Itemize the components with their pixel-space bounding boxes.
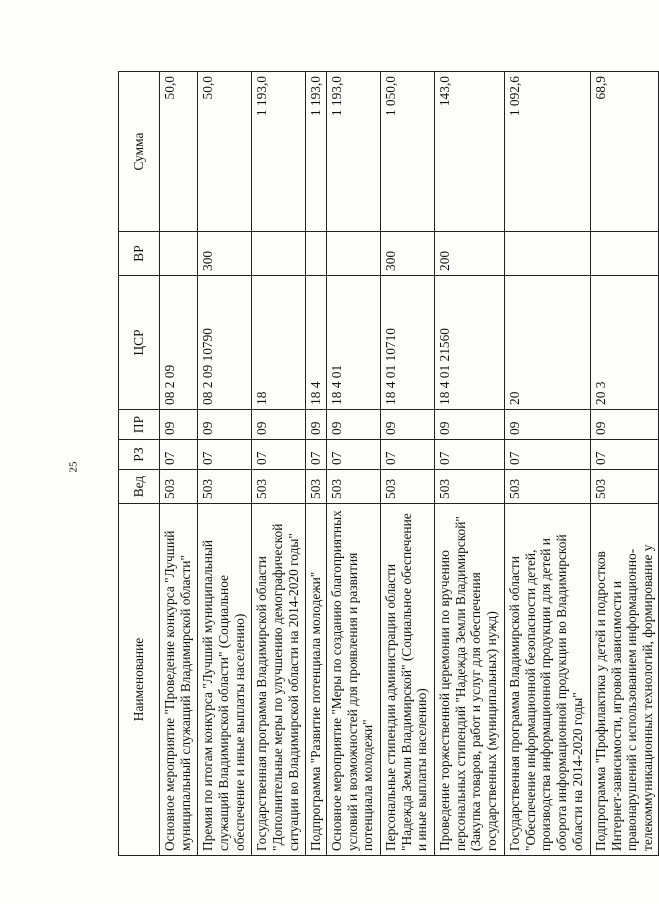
- cell-vr: [326, 232, 380, 276]
- cell-vr: 200: [434, 232, 504, 276]
- cell-sum: 143,0: [434, 72, 504, 232]
- cell-name: Подпрограмма "Профилактика у детей и подростков Интернет-зависимости, игровой зависимости и правонарушений с использованием информационно-телекоммуникационных технологий, формирование у: [590, 504, 658, 856]
- cell-csr: 08 2 09 10790: [198, 276, 252, 410]
- cell-name: Подпрограмма "Развитие потенциала молодежи": [306, 504, 327, 856]
- cell-csr: 18 4 01 10710: [380, 276, 434, 410]
- cell-vr: [504, 232, 590, 276]
- cell-sum: 1 193,0: [252, 72, 306, 232]
- cell-ved: 503: [504, 470, 590, 504]
- cell-rz: 07: [380, 440, 434, 470]
- cell-rz: 07: [160, 440, 198, 470]
- table-row: [198, 72, 252, 856]
- cell-sum: 1 193,0: [326, 72, 380, 232]
- cell-rz: 07: [434, 440, 504, 470]
- table-row: [326, 72, 380, 856]
- cell-pr: 09: [160, 410, 198, 440]
- table-rotated-wrapper: [118, 72, 656, 856]
- header-vr: ВР: [119, 232, 160, 276]
- cell-csr: 18: [252, 276, 306, 410]
- table-row: [252, 72, 306, 856]
- cell-sum: 1 193,0: [306, 72, 327, 232]
- cell-pr: 09: [198, 410, 252, 440]
- table-header-row: [119, 72, 160, 856]
- cell-ved: 503: [160, 470, 198, 504]
- cell-ved: 503: [198, 470, 252, 504]
- header-sum: Сумма: [119, 72, 160, 232]
- cell-vr: 300: [198, 232, 252, 276]
- cell-vr: [252, 232, 306, 276]
- table-row: [160, 72, 198, 856]
- page-number: 25: [67, 461, 80, 473]
- cell-sum: 50,0: [160, 72, 198, 232]
- cell-name: Государственная программа Владимирской области "Дополнительные меры по улучшению демографической ситуации во Владимирской области на 2014-2020 годы": [252, 504, 306, 856]
- cell-csr: 08 2 09: [160, 276, 198, 410]
- cell-ved: 503: [326, 470, 380, 504]
- header-name: Наименование: [119, 504, 160, 856]
- table-row: [504, 72, 590, 856]
- cell-vr: [160, 232, 198, 276]
- cell-name: Государственная программа Владимирской области "Обеспечение информационной безопасности детей, производства информационной продукции для детей и оборота информационной продукции во Владимирской области на 2014-2020 годы": [504, 504, 590, 856]
- cell-name: Персональные стипендии администрации области "Надежда Земли Владимирской" (Социальное обеспечение и иные выплаты населению): [380, 504, 434, 856]
- cell-sum: 1 092,6: [504, 72, 590, 232]
- cell-ved: 503: [590, 470, 658, 504]
- cell-csr: 20: [504, 276, 590, 410]
- cell-csr: 20 3: [590, 276, 658, 410]
- cell-name: Основное мероприятие "Проведение конкурса "Лучший муниципальный служащий Владимирской области": [160, 504, 198, 856]
- table-row: [434, 72, 504, 856]
- cell-ved: 503: [434, 470, 504, 504]
- cell-pr: 09: [306, 410, 327, 440]
- cell-rz: 07: [252, 440, 306, 470]
- cell-rz: 07: [198, 440, 252, 470]
- cell-csr: 18 4 01: [326, 276, 380, 410]
- cell-rz: 07: [306, 440, 327, 470]
- cell-name: Премия по итогам конкурса "Лучший муниципальный служащий Владимирской области" (Социальное обеспечение и иные выплаты населению): [198, 504, 252, 856]
- cell-csr: 18 4: [306, 276, 327, 410]
- cell-ved: 503: [306, 470, 327, 504]
- table-row: [380, 72, 434, 856]
- cell-vr: 300: [380, 232, 434, 276]
- cell-sum: 1 050,0: [380, 72, 434, 232]
- cell-csr: 18 4 01 21560: [434, 276, 504, 410]
- budget-table: [118, 71, 659, 856]
- header-ved: Вед: [119, 470, 160, 504]
- header-rz: РЗ: [119, 440, 160, 470]
- cell-rz: 07: [590, 440, 658, 470]
- header-pr: ПР: [119, 410, 160, 440]
- cell-pr: 09: [326, 410, 380, 440]
- cell-ved: 503: [380, 470, 434, 504]
- cell-ved: 503: [252, 470, 306, 504]
- header-csr: ЦСР: [119, 276, 160, 410]
- cell-sum: 50,0: [198, 72, 252, 232]
- cell-pr: 09: [590, 410, 658, 440]
- cell-pr: 09: [434, 410, 504, 440]
- cell-name: Проведение торжественной церемонии по вручению персональных стипендий "Надежда Земли Владимирской" (Закупка товаров, работ и услуг для обеспечения государственных (муниципальных) нужд): [434, 504, 504, 856]
- cell-rz: 07: [326, 440, 380, 470]
- cell-sum: 68,9: [590, 72, 658, 232]
- table-row: [306, 72, 327, 856]
- cell-pr: 09: [504, 410, 590, 440]
- cell-name: Основное мероприятие "Меры по созданию благоприятных условий и возможностей для проявления и развития потенциала молодежи": [326, 504, 380, 856]
- table-row: [590, 72, 658, 856]
- cell-pr: 09: [252, 410, 306, 440]
- cell-vr: [306, 232, 327, 276]
- cell-vr: [590, 232, 658, 276]
- cell-pr: 09: [380, 410, 434, 440]
- cell-rz: 07: [504, 440, 590, 470]
